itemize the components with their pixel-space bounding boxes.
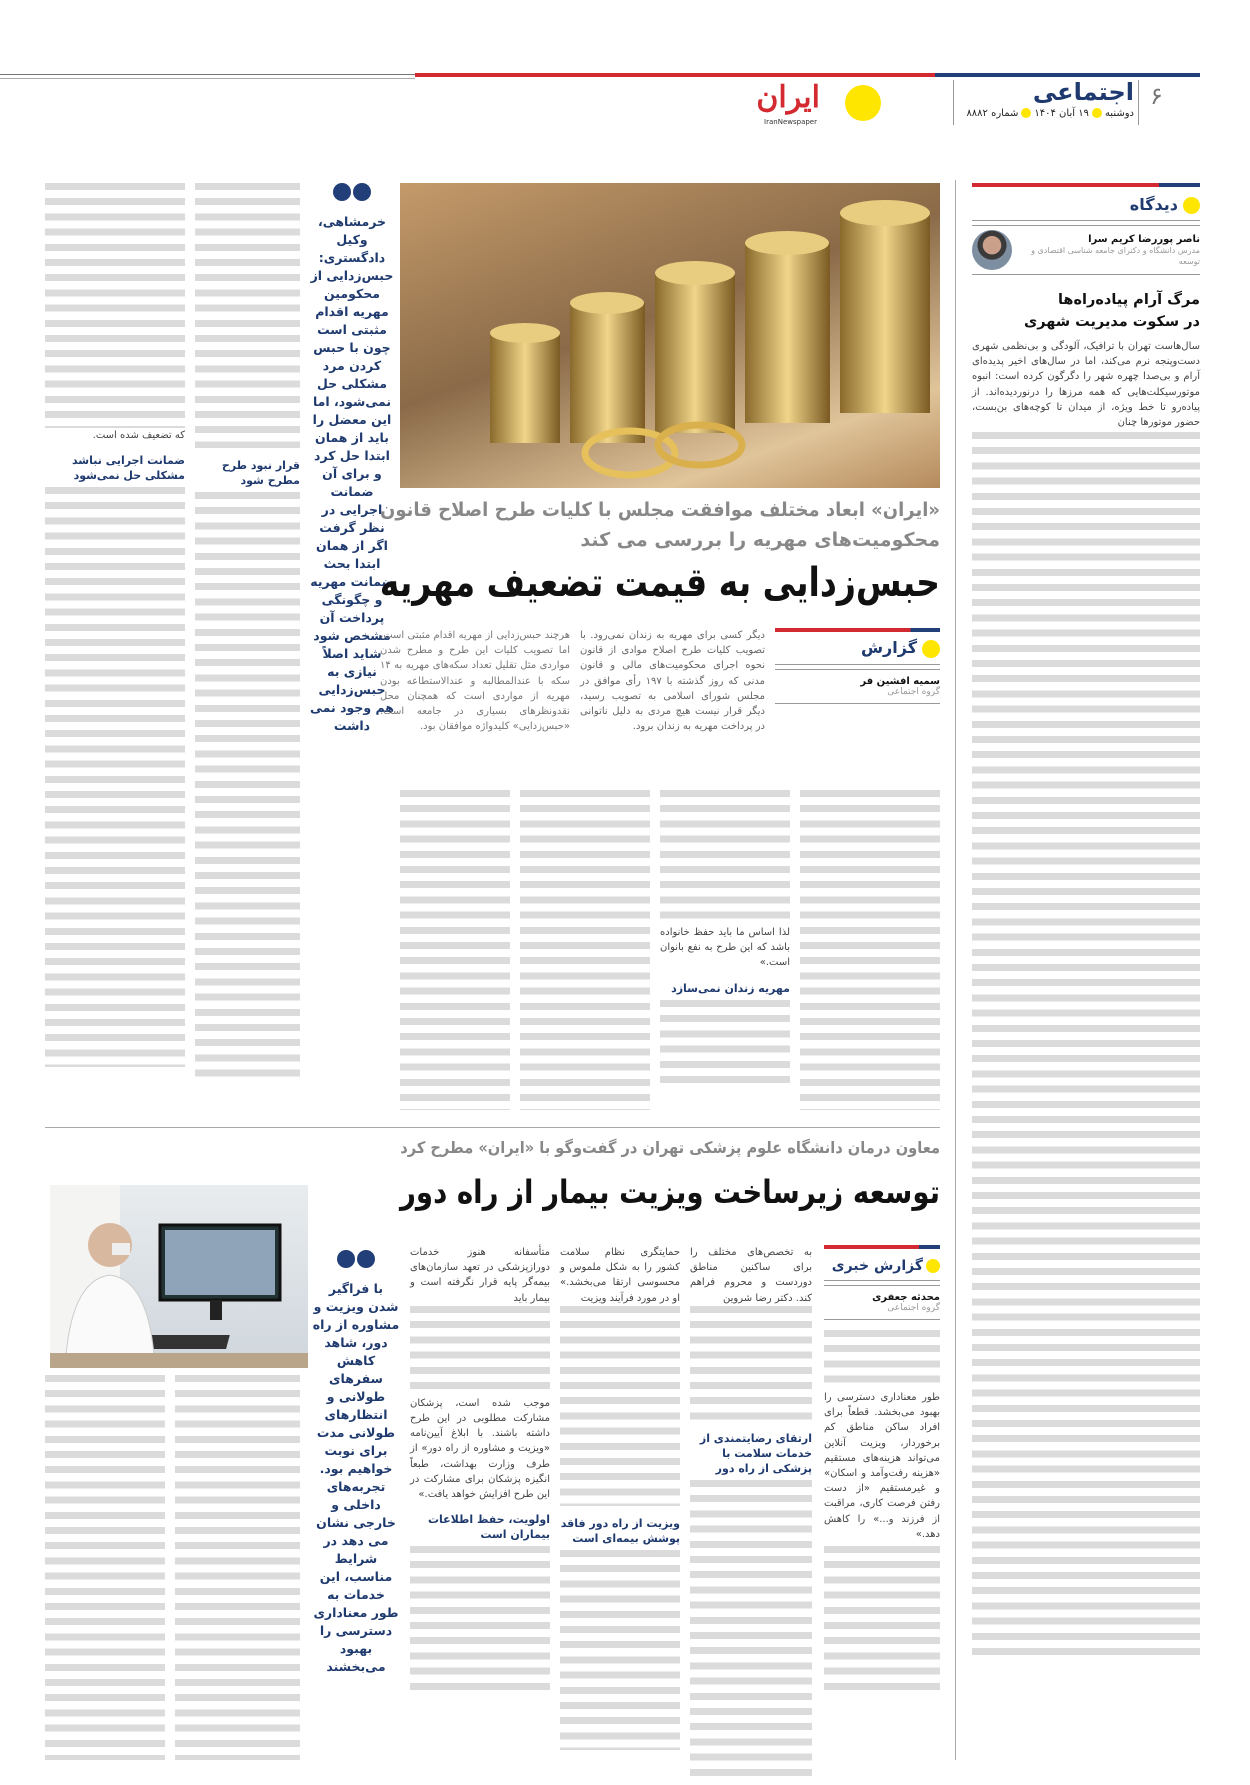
story2-byline <box>824 1245 940 1696</box>
yellow-dot-icon <box>1092 108 1102 118</box>
body-text: که تضعیف شده است. <box>92 430 185 441</box>
story1-byline <box>775 628 940 704</box>
date-line <box>958 108 1134 119</box>
divider <box>953 80 954 125</box>
date: ۱۹ آبان ۱۴۰۴ <box>1034 108 1089 119</box>
body-text <box>690 1306 812 1421</box>
page-number: ۶ <box>1150 82 1163 110</box>
story1-heading <box>380 495 940 611</box>
body-text <box>690 1480 812 1780</box>
story1-column <box>195 183 300 1082</box>
title-line: مرگ آرام پیاده‌راه‌ها <box>1057 292 1200 308</box>
author-box <box>824 1286 940 1320</box>
body-text <box>410 1546 550 1696</box>
day: دوشنبه <box>1104 108 1134 119</box>
header-red-bar <box>415 73 935 77</box>
subhead: قرار نبود طرح مطرح شود <box>221 459 300 487</box>
coins-and-rings-image <box>400 183 940 488</box>
body-text <box>400 790 510 1110</box>
opinion-body: سال‌هاست تهران با ترافیک، آلودگی و بی‌نظمی شهری دست‌وپنجه نرم می‌کند، اما در سال‌های اخیر پدیده‌ای آرام و بی‌صدا چهره شهر را دگرگون کرده است: انبوه موتورسیکلت‌هایی که همه مرزها را درنوردیده‌اند. از پیاده‌رو تا خط ویژه، از میدان تا کوچه‌های بن‌بست، حضور موتورها چنان <box>972 341 1200 429</box>
subhead: ضمانت اجرایی نباشد مشکلی حل نمی‌شود <box>71 454 185 483</box>
kicker-line: محکومیت‌های مهریه را بررسی می کند <box>580 529 940 551</box>
author-group: گروه اجتماعی <box>887 686 940 697</box>
body-text <box>45 1375 165 1760</box>
body-text <box>824 1546 940 1696</box>
body-text <box>195 492 300 1082</box>
author-box <box>972 226 1200 275</box>
author-title: مدرس دانشگاه و دکترای جامعه شناسی اقتصادی و توسعه <box>1031 245 1200 266</box>
headline: توسعه زیرساخت ویزیت بیمار از راه دور <box>400 1173 941 1211</box>
title-line: در سکوت مدیریت شهری <box>1023 314 1200 330</box>
label-text: گزارش <box>860 638 917 657</box>
body-text <box>45 487 185 1067</box>
story2-column <box>690 1245 812 1780</box>
yellow-dot-icon <box>922 640 940 658</box>
story2-heading <box>400 1135 940 1219</box>
story1-photo <box>400 183 940 488</box>
header-blue-bar <box>935 73 1200 77</box>
author-group: گروه اجتماعی <box>887 1303 940 1313</box>
body-text: متأسفانه هنوز خدمات دورازپزشکی در تعهد سازمان‌های بیمه‌گر پایه قرار نگرفته است و بیمار باید <box>410 1247 550 1304</box>
quote-icon <box>332 183 372 205</box>
yellow-dot-icon <box>1021 108 1031 118</box>
body-text <box>660 1000 790 1090</box>
subhead: اولویت، حفظ اطلاعات بیماران است <box>427 1513 550 1542</box>
pullquote-text: با فراگیر شدن ویزیت و مشاوره از راه دور، شاهد کاهش سفرهای طولانی و انتظارهای طولانی مدت برای نوبت خواهیم بود. تجربه‌های داخلی و خارجی نشان می دهد در شرایط مناسب، این خدمات به طور معناداری دسترسی را بهبود می‌بخشند <box>312 1281 400 1674</box>
body-text <box>560 1306 680 1506</box>
quote-icon <box>336 1250 376 1272</box>
story-divider <box>45 1127 940 1128</box>
issue-number: شماره ۸۸۸۲ <box>966 108 1019 119</box>
author-name: سمیه افشین فر <box>860 675 940 687</box>
body-text: حمایتگری نظام سلامت کشور را به شکل ملموس و محسوسی ارتقا می‌بخشد.» او در مورد فرآیند ویزیت <box>560 1247 680 1304</box>
story2-pullquote <box>312 1250 400 1676</box>
kicker-line: «ایران» ابعاد مختلف موافقت مجلس با کلیات طرح اصلاح قانون <box>380 499 941 521</box>
story2-column <box>45 1375 165 1760</box>
story2-column <box>560 1245 680 1750</box>
headline: حبس‌زدایی به قیمت تضعیف مهریه <box>379 560 940 606</box>
body-text: طور معناداری دسترسی را بهبود می‌بخشد. قطعاً برای افراد ساکن مناطق کم برخوردار، ویزیت آنلاین می‌تواند هزینه‌های مستقیم «هزینه رفت‌وآمد و اسکان» و غیرمستقیم «از دست رفتن فرصت کاری، مراقبت از فرزند و...» را کاهش دهد.» <box>824 1392 940 1540</box>
subhead: ویزیت از راه دور فاقد پوشش بیمه‌ای است <box>560 1516 680 1545</box>
opinion-title <box>972 289 1200 333</box>
opinion-label <box>972 195 1200 214</box>
author-photo <box>972 230 1012 270</box>
subhead: مهریه زندان نمی‌سازد <box>671 981 790 995</box>
story2-photo <box>50 1185 308 1368</box>
opinion-column <box>972 183 1200 1662</box>
author-name: محدثه جعفری <box>872 1292 940 1303</box>
yellow-dot-icon <box>1183 197 1200 214</box>
header-rule <box>0 74 415 79</box>
body-text: به تخصص‌های مختلف را برای ساکنین مناطق دوردست و محروم فراهم کند. دکتر رضا شروین <box>690 1247 812 1304</box>
story1-column <box>660 790 790 1090</box>
pullquote-text: خرمشاهی، وکیل دادگستری: حبس‌زدایی از محکومین مهریه اقدام مثبتی است چون با حبس کردن مرد مشکلی حل نمی‌شود، اما این معضل را باید از همان ابتدا حل کرد و برای آن ضمانت اجرایی در نظر گرفت اگر از همان ابتدا بحث ضمانت مهریه و چگونگی پرداخت آن مشخص شود شاید اصلاً نیازی به حبس‌زدایی هم وجود نمی داشت <box>310 214 394 733</box>
logo-sun <box>845 85 881 121</box>
color-bar <box>972 183 1200 187</box>
subhead: ارتقای رضایتمندی از خدمات سلامت با پزشکی از راه دور <box>699 1431 812 1475</box>
doctor-at-computer-image <box>50 1185 308 1368</box>
author-box <box>775 670 940 704</box>
column-divider <box>955 180 956 1760</box>
logo-subtitle: IranNewspaper <box>764 118 817 126</box>
section-header <box>958 78 1134 119</box>
story2-column <box>175 1375 300 1760</box>
body-text <box>560 1550 680 1750</box>
logo-text: ایران <box>756 80 820 115</box>
kicker: معاون درمان دانشگاه علوم پزشکی تهران در گفت‌وگو با «ایران» مطرح کرد <box>400 1138 941 1157</box>
author-name: ناصر پوررضا کریم سرا <box>1088 233 1200 245</box>
kicker <box>380 495 940 555</box>
body-text <box>520 790 650 1110</box>
color-bar <box>824 1245 940 1249</box>
body-text <box>195 183 300 448</box>
report-label <box>824 1255 940 1274</box>
lead-paragraph: دیگر کسی برای مهریه به زندان نمی‌رود. با تصویب کلیات طرح اصلاح موادی از قانون نحوه اجرای محکومیت‌های مالی و قانون مدنی که روز گذشته با ۱۹۷ رأی موافق در مجلس شورای اسلامی به تصویب رسید، دیگر قرار نیست هیچ مردی به دلیل ناتوانی در پرداخت مهریه به زندان برود. <box>580 630 765 733</box>
body-text <box>175 1375 300 1760</box>
yellow-dot-icon <box>926 1259 940 1273</box>
color-bar <box>775 628 940 632</box>
label-text: گزارش خبری <box>831 1258 923 1274</box>
lead-paragraph: هرچند حبس‌زدایی از مهریه اقدام مثبتی است، اما تصویب کلیات این طرح و مطرح شدن مواردی مثل تقلیل تعداد سکه‌های مهریه به ۱۴ سکه با عندالمطالبه و عندالاستطاعه بودن مهریه از مواردی است که همچنان محل نقدونظرهای بسیاری در جامعه است. «حبس‌زدایی» کلیدواژه موافقان بود. <box>380 630 570 733</box>
body-text <box>45 183 185 428</box>
story1-column <box>45 183 185 1067</box>
body-text <box>660 790 790 925</box>
body-text: موجب شده است، پزشکان مشارکت مطلوبی در این طرح داشته باشند. با ابلاغ آیین‌نامه «ویزیت و مشاوره از راه دور» از طرف وزارت بهداشت، طبعاً انگیزه پزشکان برای مشارکت در این طرح افزایش خواهد یافت.» <box>410 1397 550 1501</box>
story2-column <box>410 1245 550 1696</box>
opinion-body-continued <box>972 432 1200 1662</box>
body-text <box>800 790 940 1110</box>
body-text <box>410 1306 550 1396</box>
divider <box>1138 80 1139 125</box>
label-text: دیدگاه <box>1129 195 1178 214</box>
report-label <box>775 638 940 658</box>
body-text <box>824 1330 940 1390</box>
section-title: اجتماعی <box>1032 78 1134 106</box>
body-text: لذا اساس ما باید حفظ خانواده باشد که این طرح به نفع بانوان است.» <box>660 927 790 969</box>
